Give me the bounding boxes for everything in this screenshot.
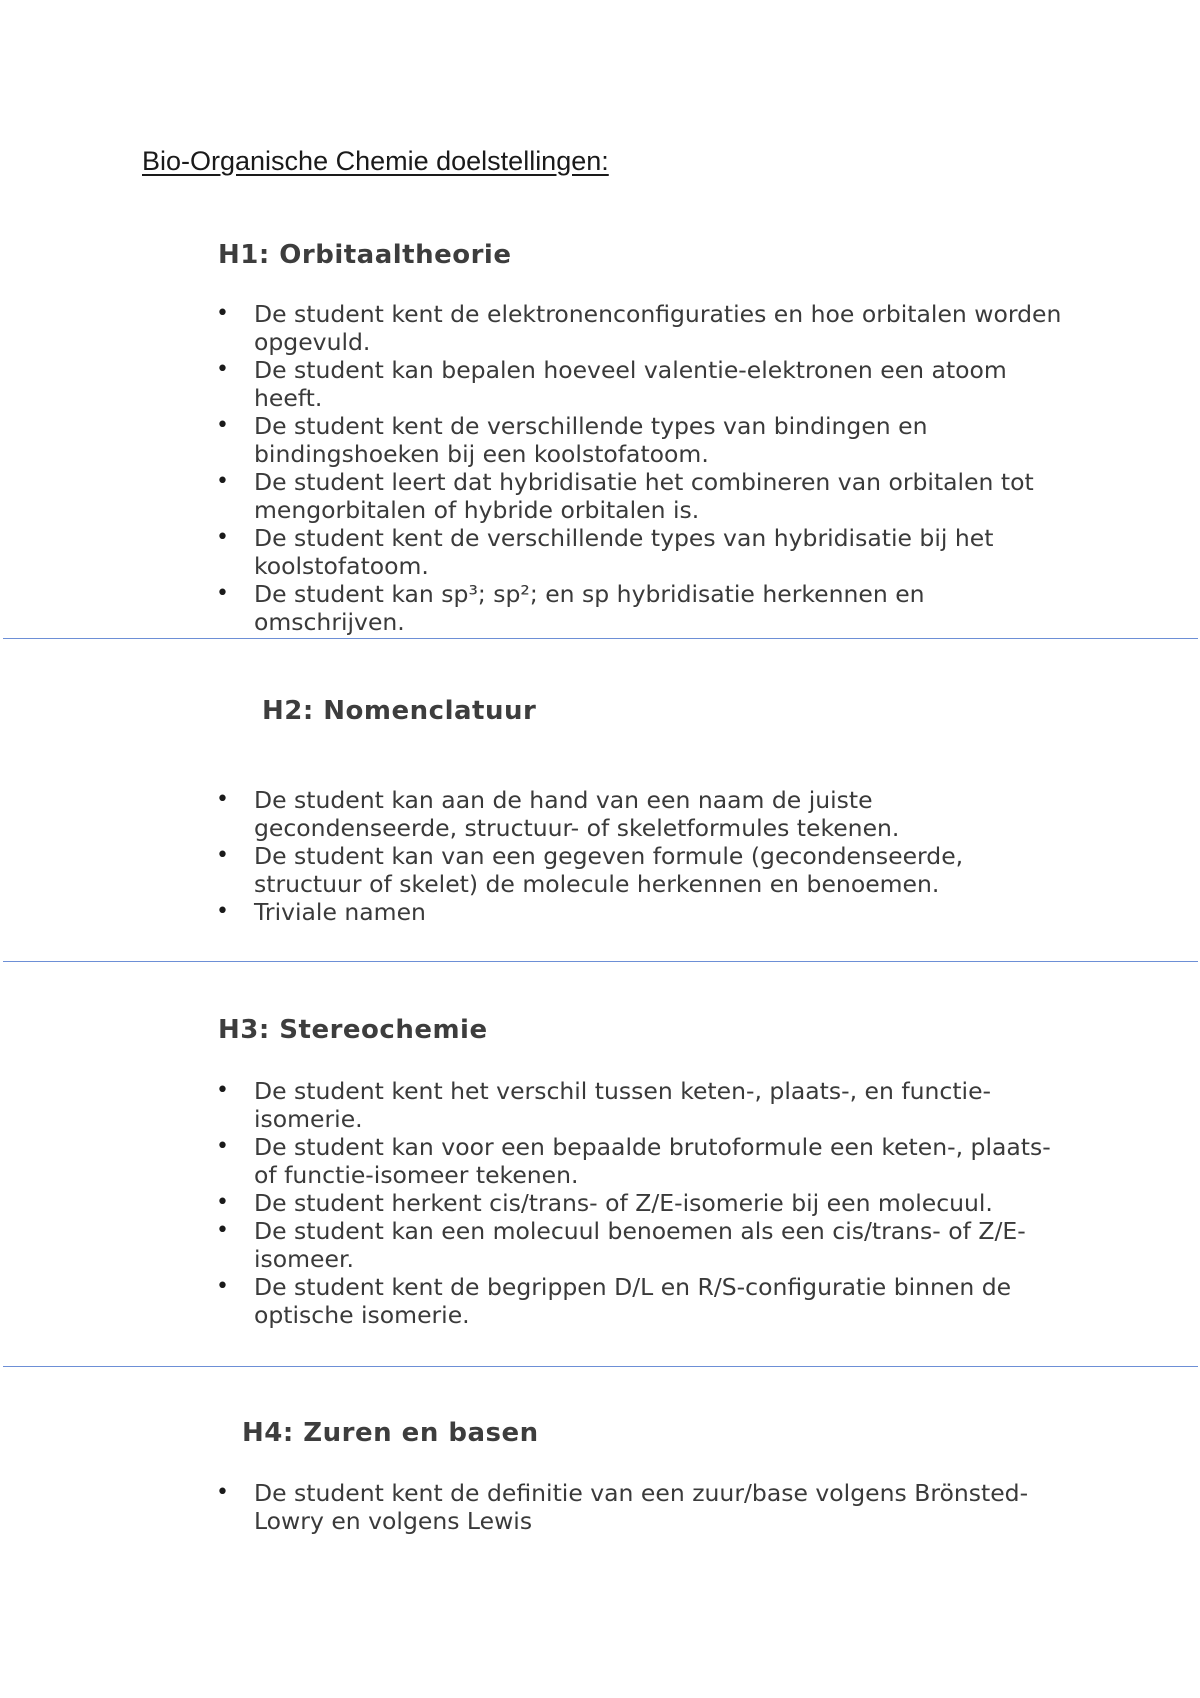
list-item: • De student herkent cis/trans- of Z/E-isomerie bij een molecuul. [216, 1189, 993, 1217]
bullet-icon: • [216, 525, 229, 550]
bullet-icon: • [216, 301, 229, 326]
bullet-icon: • [216, 469, 229, 494]
document-title: Bio-Organische Chemie doelstellingen: [142, 146, 609, 176]
list-item: • De student kent de definitie van een zuur/base volgens Brönsted-Lowry en volgens Lewis [216, 1479, 1029, 1535]
list-item: • De student leert dat hybridisatie het combineren van orbitalen tot mengorbitalen of hybride orbitalen is. [216, 468, 1034, 524]
list-item: • De student kan een molecuul benoemen als een cis/trans- of Z/E-isomeer. [216, 1217, 1026, 1273]
bullet-icon: • [216, 1190, 229, 1215]
objectives-list-h2 [0, 786, 1200, 926]
section-divider [3, 961, 1198, 962]
list-item: • De student kent de verschillende types van hybridisatie bij het koolstofatoom. [216, 524, 994, 580]
list-item: • Triviale namen [216, 898, 426, 926]
list-item: • De student kent de begrippen D/L en R/S-configuratie binnen de optische isomerie. [216, 1273, 1012, 1329]
list-item: • De student kent het verschil tussen keten-, plaats-, en functie-isomerie. [216, 1077, 992, 1133]
list-item: • De student kan sp³; sp²; en sp hybridisatie herkennen en omschrijven. [216, 580, 925, 636]
objectives-list-h1 [0, 300, 1200, 636]
section-heading-h1: H1: Orbitaaltheorie [218, 240, 512, 270]
section-divider [3, 1366, 1198, 1367]
list-item: • De student kan van een gegeven formule (gecondenseerde, structuur of skelet) de molecule herkennen en benoemen. [216, 842, 964, 898]
section-heading-h3: H3: Stereochemie [218, 1015, 488, 1045]
bullet-icon: • [216, 581, 229, 606]
section-divider [3, 638, 1198, 639]
section-heading-h4: H4: Zuren en basen [242, 1418, 539, 1448]
bullet-icon: • [216, 899, 229, 924]
bullet-icon: • [216, 357, 229, 382]
bullet-icon: • [216, 1134, 229, 1159]
objectives-list-h3 [0, 1077, 1200, 1329]
list-item: • De student kent de verschillende types van bindingen en bindingshoeken bij een koolstofatoom. [216, 412, 928, 468]
bullet-icon: • [216, 1078, 229, 1103]
bullet-icon: • [216, 1480, 229, 1505]
objectives-list-h4 [0, 1479, 1200, 1535]
list-item: • De student kan bepalen hoeveel valentie-elektronen een atoom heeft. [216, 356, 1007, 412]
list-item: • De student kan voor een bepaalde brutoformule een keten-, plaats- of functie-isomeer tekenen. [216, 1133, 1051, 1189]
bullet-icon: • [216, 1274, 229, 1299]
bullet-icon: • [216, 787, 229, 812]
bullet-icon: • [216, 843, 229, 868]
list-item: • De student kan aan de hand van een naam de juiste gecondenseerde, structuur- of skeletformules tekenen. [216, 786, 900, 842]
bullet-icon: • [216, 1218, 229, 1243]
list-item: • De student kent de elektronenconfiguraties en hoe orbitalen worden opgevuld. [216, 300, 1062, 356]
section-heading-h2: H2: Nomenclatuur [262, 696, 537, 726]
bullet-icon: • [216, 413, 229, 438]
